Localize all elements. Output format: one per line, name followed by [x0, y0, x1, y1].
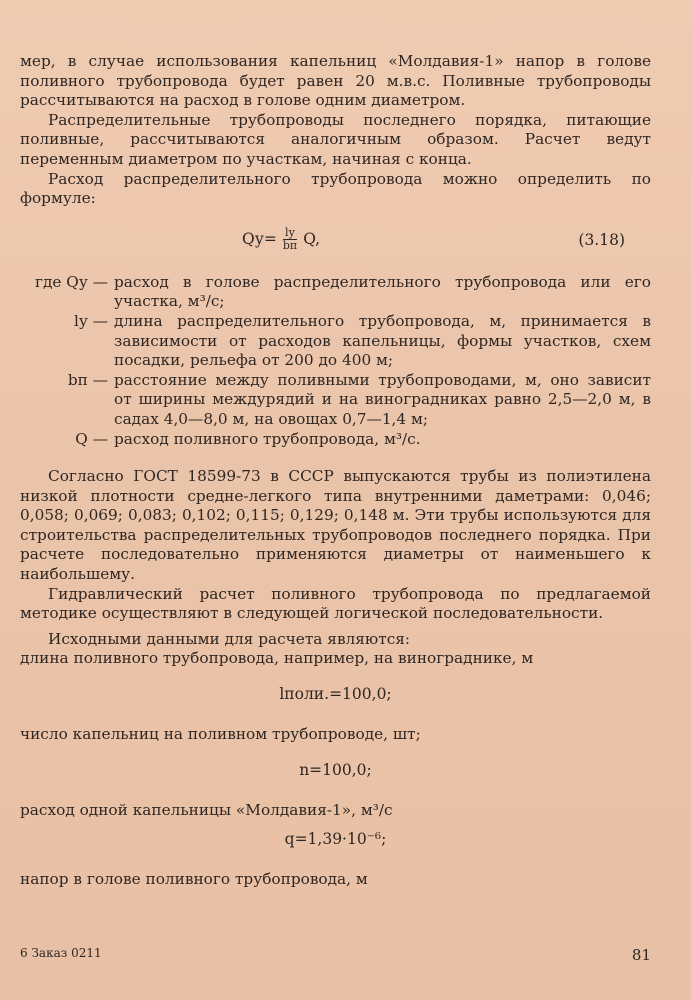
print-order: 6 Заказ 0211	[20, 946, 102, 960]
definition-item	[20, 430, 651, 450]
definition-term: bп —	[67, 370, 108, 389]
page-footer	[20, 946, 651, 964]
paragraph-3: Расход распределительного трубопровода можно определить по формуле:	[20, 169, 651, 208]
input-line-count: число капельниц на поливном трубопроводе, шт;	[20, 725, 421, 744]
paragraph-2: Распределительные трубопроводы последнего порядка, питающие поливные, рассчитываются аналогичным образом. Расчет ведут переменным диаметром по участкам, начиная с конца.	[20, 110, 651, 168]
formula-lhs: Qу	[242, 230, 264, 249]
definition-desc: расход в голове распределительного трубопровода или его участка, м³/с;	[114, 272, 651, 311]
definition-desc: расстояние между поливными трубопроводами, м, оно зависит от ширины междурядий и на виноградниках равно 2,5—2,0 м, в садах 4,0—8,0 м, на овощах 0,7—1,4 м;	[114, 370, 651, 428]
definition-term: где Qу —	[34, 272, 108, 291]
formula-fraction	[283, 227, 297, 252]
equation-length: lполи.=100,0;	[279, 685, 392, 704]
formula-rhs: Q,	[303, 230, 321, 249]
definition-term: lу —	[73, 311, 108, 330]
paragraph-4: Согласно ГОСТ 18599-73 в СССР выпускаются трубы из полиэтилена низкой плотности средне-легкого типа внутренними даметрами: 0,046; 0,058; 0,069; 0,083; 0,102; 0,115; 0,129; 0,148 м. Эти трубы используются для строительства распределительных трубопроводов последнего порядка. При расчете последовательно применяются диаметры от наименьшего к наибольшему.	[20, 467, 651, 584]
equation-flow: q=1,39·10⁻⁶;	[284, 830, 387, 849]
page-number: 81	[631, 946, 651, 964]
formula-equals: =	[263, 230, 277, 249]
definition-item	[20, 273, 651, 312]
paragraph-6: Исходными данными для расчета являются:	[48, 629, 411, 648]
definition-desc: длина распределительного трубопровода, м, принимается в зависимости от расходов капельницы, формы участков, схем посадки, рельефа от 200 до 400 м;	[114, 311, 651, 370]
formula-number: (3.18)	[578, 230, 625, 249]
formula-3-18	[20, 215, 651, 265]
formula-numerator: lу	[285, 225, 296, 239]
paragraph-5: Гидравлический расчет поливного трубопровода по предлагаемой методике осуществляют в следующей логической последовательности.	[20, 584, 651, 623]
definition-item	[20, 371, 651, 430]
input-line-length: длина поливного трубопровода, например, на винограднике, м	[20, 649, 534, 668]
definition-term: Q —	[75, 429, 108, 448]
input-line-flow: расход одной капельницы «Молдавия-1», м³/с	[20, 800, 393, 819]
input-line-pressure: напор в голове поливного трубопровода, м	[20, 870, 368, 889]
definitions-list	[20, 273, 651, 449]
definition-desc: расход поливного трубопровода, м³/с.	[114, 429, 421, 448]
equation-count: n=100,0;	[299, 760, 372, 779]
formula-denominator: bп	[282, 238, 298, 252]
paragraph-1: мер, в случае использования капельниц «Молдавия-1» напор в голове поливного трубопровода будет равен 20 м.в.с. Поливные трубопроводы рассчитываются на расход в голове одним диаметром.	[20, 52, 651, 110]
definition-item	[20, 312, 651, 371]
